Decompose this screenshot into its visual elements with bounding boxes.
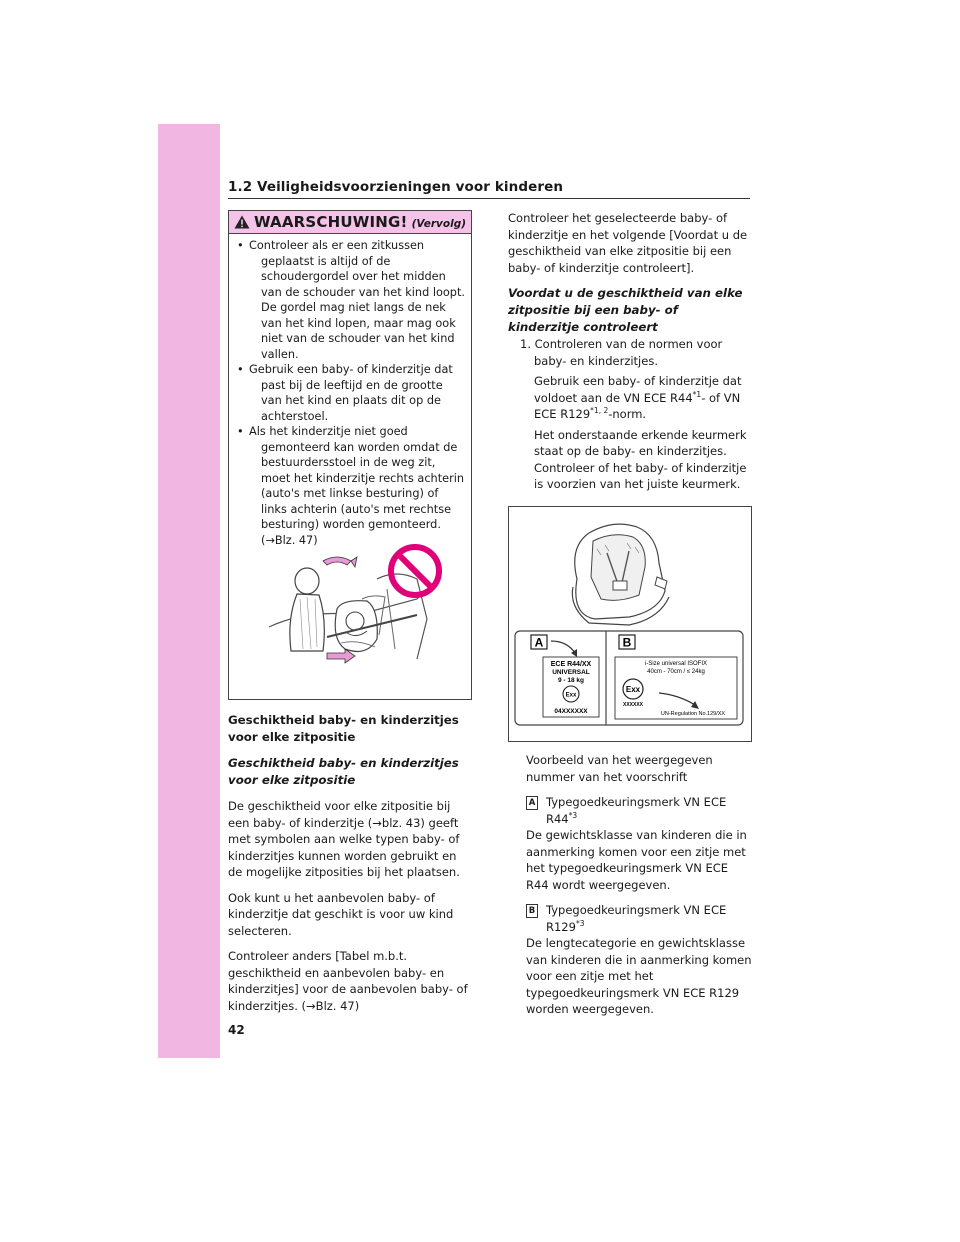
- warning-bullet-rest: past bij de leeftijd en de grootte van het kind en plaats dit op de achterstoel.: [261, 378, 443, 423]
- ref-a-description: De gewichtsklasse van kinderen die in aanmerking komen voor een zitje met het typegoedkeuringsmerk VN ECE R44 wordt weergegeven.: [526, 828, 747, 892]
- warning-bullet: [237, 238, 465, 362]
- figure-notes: [526, 752, 754, 1018]
- figure-label-b: B: [622, 635, 632, 650]
- suitability-paragraph-1: De geschiktheid voor elke zitpositie bij een baby- of kinderzitje (→blz. 43) geeft met symbolen aan welke typen baby- of kinderzitjes kunnen worden gebruikt en de mogelijke zitposities bij het plaatsen.: [228, 799, 460, 879]
- figure-a-circle: Exx: [565, 692, 577, 699]
- intro-paragraph: Controleer het geselecteerde baby- of kinderzitje en het volgende [Voordat u de geschiktheid van elke zitpositie bij een baby- of kinderzitje controleert].: [508, 211, 748, 275]
- suitability-subheading: Geschiktheid baby- en kinderzitjes voor elke zitpositie: [228, 756, 459, 787]
- child-seat-warning-illustration: [267, 539, 443, 675]
- header-rule: [228, 198, 750, 199]
- warning-bullet-first: Als het kinderzitje niet goed: [249, 425, 408, 438]
- ref-b-badge: B: [526, 904, 538, 918]
- step-1-text-a: Gebruik een baby- of kinderzitje dat voldoet aan de VN ECE R44: [534, 374, 742, 405]
- bullet-dot-icon: •: [237, 425, 244, 438]
- footnote-ref: *3: [568, 810, 578, 820]
- section-header: 1.2 Veiligheidsvoorzieningen voor kinderen: [228, 179, 564, 195]
- warning-bullet-first: Gebruik een baby- of kinderzitje dat: [249, 363, 453, 376]
- warning-bullet-rest: geplaatst is altijd of de schoudergordel over het midden van de schouder van het kind loopt. De gordel mag niet langs de nek van het kind lopen, maar mag ook niet van de schouder van het kind vallen.: [261, 254, 466, 361]
- step-1-mark-paragraph: Het onderstaande erkende keurmerk staat op de baby- en kinderzitjes. Controleer of het baby- of kinderzitje is voorzien van het juiste keurmerk.: [534, 427, 747, 491]
- prohibited-icon: [391, 547, 439, 595]
- figure-b-reg: UN-Regulation No.129/XX: [660, 711, 726, 717]
- figure-label-a: A: [534, 635, 544, 650]
- page-number: 42: [228, 1023, 245, 1037]
- right-column: [508, 210, 752, 493]
- figure-a-code: 04XXXXXX: [554, 708, 588, 715]
- bullet-dot-icon: •: [237, 239, 244, 252]
- footnote-ref: *1: [692, 389, 702, 399]
- figure-caption: Voorbeeld van het weergegeven nummer van het voorschrift: [526, 753, 713, 784]
- approval-mark-figure: [508, 506, 752, 742]
- ref-b-title-row: [526, 902, 754, 935]
- step-1-text-c: -norm.: [608, 407, 647, 421]
- figure-b-line1: i-Size universal ISOFIX: [644, 661, 708, 667]
- warning-body: [229, 234, 471, 548]
- left-column: [228, 210, 472, 1014]
- bullet-dot-icon: •: [237, 363, 244, 376]
- warning-subtitle: (Vervolg): [411, 217, 467, 230]
- check-subheading: Voordat u de geschiktheid van elke zitpositie bij een baby- of kinderzitje controleert: [508, 286, 743, 334]
- warning-header: [229, 211, 471, 234]
- ref-b-title: Typegoedkeuringsmerk VN ECE R129: [546, 903, 727, 934]
- warning-bullet-first: Controleer als er een zitkussen: [249, 239, 425, 252]
- step-1-text-b: - of VN ECE R129: [534, 390, 741, 421]
- footnote-ref: *3: [575, 918, 585, 928]
- chapter-tab: [158, 124, 220, 1058]
- suitability-paragraph-2: Ook kunt u het aanbevolen baby- of kinderzitje dat geschikt is voor uw kind selecteren.: [228, 890, 454, 938]
- warning-bullet-rest: gemonteerd kan worden omdat de bestuurdersstoel in de weg zit, moet het kinderzitje rechts achterin (auto's met linkse besturing) of links achterin (auto's met rechtse besturing) worden gemonteerd. (→Blz. 47): [261, 440, 465, 547]
- suitability-heading: Geschiktheid baby- en kinderzitjes voor elke zitpositie: [228, 713, 459, 744]
- figure-a-line3: 9 - 18 kg: [557, 677, 585, 684]
- warning-box: [228, 210, 472, 700]
- footnote-ref: *1, 2: [590, 406, 609, 416]
- step-1-title: 1. Controleren van de normen voor: [520, 337, 723, 351]
- figure-b-code: XXXXXX: [622, 702, 644, 708]
- ref-a-title: Typegoedkeuringsmerk VN ECE R44: [546, 795, 727, 826]
- figure-b-circle: Exx: [625, 685, 641, 694]
- ref-a-badge: A: [526, 796, 538, 810]
- ref-a-title-row: [526, 794, 754, 827]
- step-1-title-cont: baby- en kinderzitjes.: [534, 353, 658, 368]
- figure-a-line2: UNIVERSAL: [552, 669, 590, 676]
- child-seat-icon: [572, 524, 669, 625]
- warning-title: WAARSCHUWING!: [253, 213, 408, 231]
- ref-b-description: De lengtecategorie en gewichtsklasse van kinderen die in aanmerking komen voor een zitje met het typegoedkeuringsmerk VN ECE R129 worden weergegeven.: [526, 936, 752, 1016]
- figure-a-line1: ECE R44/XX: [550, 661, 592, 668]
- step-1-standards-paragraph: [520, 373, 752, 423]
- suitability-paragraph-3: Controleer anders [Tabel m.b.t. geschiktheid en aanbevolen baby- en kinderzitjes] voor de aanbevolen baby- of kinderzitjes. (→Blz. 47): [228, 949, 468, 1013]
- approval-mark-illustration: [509, 507, 751, 741]
- warning-bullet: [237, 362, 465, 424]
- figure-b-line2: 40cm - 70cm / ≤ 24kg: [647, 669, 705, 675]
- warning-bullet: [237, 424, 465, 548]
- warning-triangle-icon: [234, 215, 250, 229]
